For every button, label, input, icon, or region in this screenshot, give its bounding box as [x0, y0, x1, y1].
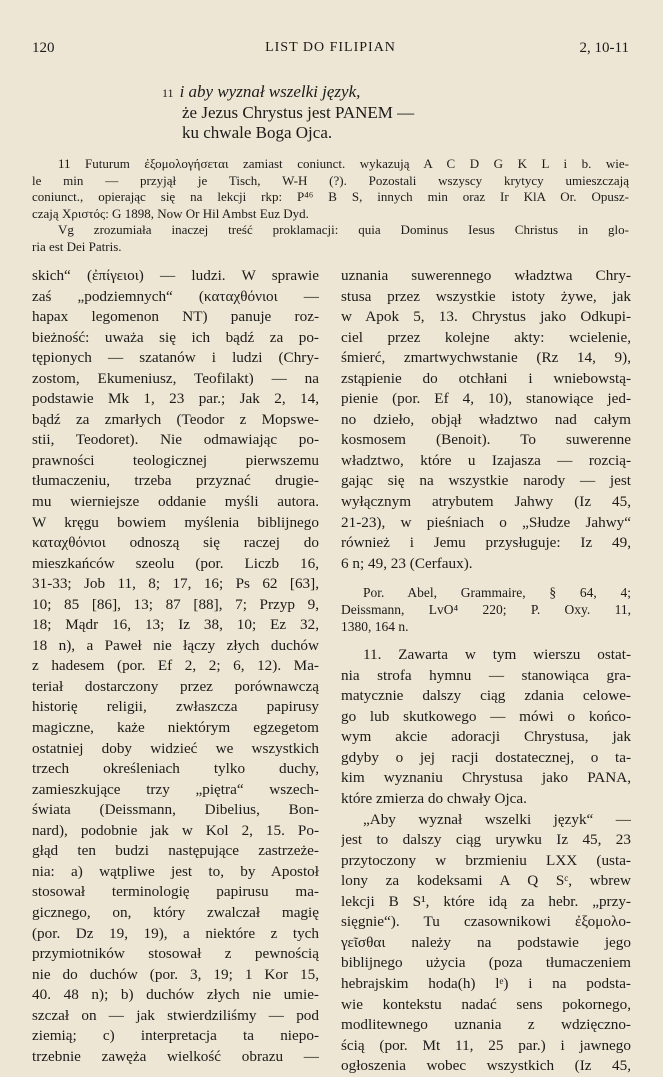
text-line: ziemią; c) interpretacja ta niepo- — [32, 1027, 319, 1045]
note-line: 11 Futurum ἐξομολογήσεται zamiast coniunct. wykazują A C D G K L i b. wie- — [58, 156, 629, 171]
text-line: pienie (por. Ef 4, 10), stanowiące jed- — [341, 390, 631, 408]
text-line: które zmierza do chwały Ojca. — [341, 790, 527, 808]
text-line: nie do duchów (por. 3, 19; 1 Kor 15, — [32, 965, 319, 983]
text-line: głąd ten budzi następujące zastrzeże- — [32, 842, 319, 860]
text-line: Por. Abel, Grammaire, § 64, 4; — [363, 585, 631, 601]
text-line: również i Jemu przysługuje: Iz 49, — [341, 534, 631, 552]
text-line: władztwo, które u Izajasza — rozcią- — [341, 451, 631, 469]
note-line: le min — przyjął je Tisch, W-H (?). Pozostali wszyscy krytycy umieszczają — [32, 172, 629, 188]
text-line: gając się na wszystkie narody — jest — [341, 472, 631, 490]
text-line: tłumaczeniu, trzeba przyznać drugie- — [32, 472, 319, 490]
text-line: zaś „podziemnych“ (καταχθόνιοι — — [32, 287, 319, 305]
text-line: biblijnego użycia (poza tłumaczeniem — [341, 954, 631, 972]
text-line: zstąpienie do otchłani i wniebowstą- — [341, 369, 631, 387]
spacer — [341, 574, 631, 584]
text-line: ścią (por. Mt 11, 25 par.) i jawnego — [341, 1036, 631, 1054]
text-line: Deissmann, LvO⁴ 220; P. Oxy. 11, — [341, 602, 631, 618]
text-line: hapax legomenon NT) panuje roz- — [32, 308, 319, 326]
text-line: wie kontekstu nadać sens pokornego, — [341, 995, 631, 1013]
textual-notes — [32, 156, 629, 256]
text-line: ostatniej doby widzieć we wszystkich — [32, 739, 319, 757]
text-line: prawności teologicznej pierwszemu — [32, 451, 319, 469]
right-column — [341, 266, 631, 1077]
verse-reference: 2, 10-11 — [579, 40, 629, 56]
text-line: stosował terminologię papirusu ma- — [32, 883, 319, 901]
verse-line: ku chwale Boga Ojca. — [182, 123, 333, 142]
text-line: 18 n), a Paweł nie łączy złych duchów — [32, 636, 319, 654]
text-line: gdyby o jej racji dostatecznej, o ta- — [341, 748, 631, 766]
text-line: trzebnie zawęża wielkość obrazu — — [32, 1047, 319, 1065]
text-line: przymiotników stosował z pewnością — [32, 945, 319, 963]
note-line: Vg zrozumiała inaczej treść proklamacji: quia Dominus Iesus Christus in glo- — [58, 222, 629, 238]
text-line: 6 n; 49, 23 (Cerfaux). — [341, 554, 473, 572]
text-line: kim wyznaniu Chrystusa jako PANA, — [341, 769, 631, 787]
verse-line: że Jezus Chrystus jest PANEM — — [182, 103, 415, 122]
text-line: bądź za zmarłych (Teodor z Mopswe- — [32, 410, 319, 428]
text-line: magiczne, każe niektórym egzegetom — [32, 719, 319, 737]
text-line: mieszkańców szeolu (por. Liczb 16, — [32, 554, 319, 572]
text-line: go lub skutkowego — mówi o końco- — [341, 707, 631, 725]
text-line: 18; Mądr 16, 13; Iz 38, 10; Ez 32, — [32, 616, 319, 634]
text-line: nia strofa hymnu — stanowiąca gra- — [341, 666, 631, 684]
text-line: skich“ (ἐπίγειοι) — ludzi. W sprawie — [32, 267, 319, 284]
body-paragraph — [341, 266, 631, 574]
scripture-verse — [162, 82, 623, 143]
text-line: nard), podobnie jak w Kol 2, 15. Po- — [32, 821, 319, 839]
left-column — [32, 266, 319, 1067]
body-paragraph — [341, 810, 631, 1077]
text-line: W kręgu bowiem myślenia biblijnego — [32, 513, 319, 531]
text-line: jest to dalszy ciąg urywku Iz 45, 23 — [341, 831, 631, 849]
text-line: uznania suwerennego władztwa Chry- — [341, 267, 631, 284]
text-line: teriał dostarczony przez porównawczą — [32, 677, 319, 695]
text-line: szczał on — jak stwierdziliśmy — pod — [32, 1006, 319, 1024]
text-line: przytoczony w brzmieniu LXX (usta- — [341, 851, 631, 869]
note-line: czają Χριστός: G 1898, Now Or Hil Ambst Euz Dyd. — [32, 205, 309, 221]
text-line: gicznego, on, który zwalczał magię — [32, 903, 319, 921]
text-line: podstawie Mk 1, 23 par.; Jak 2, 14, — [32, 390, 319, 408]
text-line: kosmosem (Benoit). To suwerenne — [341, 431, 631, 449]
bibliography-note — [341, 584, 631, 635]
body-paragraph — [341, 645, 631, 809]
verse-number: 11 — [162, 86, 174, 100]
text-line: tępionych — szatanów i ludzi (Chry- — [32, 349, 319, 367]
text-line: ciel przez kolejne akty: wcielenie, — [341, 328, 631, 346]
text-line: 21-23), w pieśniach o „Słudze Jahwy“ — [341, 513, 631, 531]
text-line: „Aby wyznał wszelki język“ — — [363, 810, 631, 828]
text-line: matycznie dalszy ciąg zdania celowe- — [341, 687, 631, 705]
text-line: śmierć, zmartwychwstanie (Rz 14, 9), — [341, 349, 631, 367]
text-line: γεῖσθαι należy na podstawie jego — [341, 933, 631, 951]
text-line: stii, Teodoret). Nie odmawiając po- — [32, 431, 319, 449]
text-line: 40. 48 n); b) duchów złych nie umie- — [32, 986, 319, 1004]
text-line: wyłącznym atrybutem Jahwy (Iz 45, — [341, 493, 631, 511]
text-line: mu wierniejsze oddanie myśli autora. — [32, 493, 319, 511]
page-number: 120 — [32, 40, 55, 56]
spacer — [341, 635, 631, 645]
text-line: wym akcie adoracji Chrystusa, jak — [341, 728, 631, 746]
text-line: stusa przez wszystkie istoty żywe, jak — [341, 287, 631, 305]
verse-line: i aby wyznał wszelki język, — [179, 82, 361, 101]
text-line: no dzieło, objął władztwo nad całym — [341, 410, 631, 428]
text-line: świata (Deissmann, Dibelius, Bon- — [32, 801, 319, 819]
text-line: zamieszkujące trzy „piętra“ wszech- — [32, 780, 319, 798]
text-line: sięgnie“). Tu czasownikowi ἐξομολο- — [341, 913, 631, 931]
text-line: modlitewnego uznania z wdzięczno- — [341, 1016, 631, 1034]
note-line: coniunct., opierając się na lekcji rkp: P⁴⁶ B S, innych min oraz Ir KlA Or. Opusz- — [32, 189, 629, 205]
text-line: 31-33; Job 11, 8; 17, 16; Ps 62 [63], — [32, 575, 319, 593]
text-line: lony za kodeksami A Q Sᶜ, wbrew — [341, 872, 631, 890]
text-line: trzech określeniach tylko duchy, — [32, 760, 319, 778]
text-line: nia: a) wątpliwe jest to, by Apostoł — [32, 862, 319, 880]
text-line: zostom, Ekumeniusz, Teofilakt) — na — [32, 369, 319, 387]
text-line: z hadesem (por. Ef 2, 2; 6, 12). Ma- — [32, 657, 319, 675]
text-line: 10; 85 [86], 13; 87 [88], 7; Przyp 9, — [32, 595, 319, 613]
text-line: 1380, 164 n. — [341, 619, 409, 635]
text-line: bieżność: uważa się ich bądź za po- — [32, 328, 319, 346]
running-header — [32, 40, 629, 64]
text-line: historię religii, zwłaszcza papirusy — [32, 698, 319, 716]
text-line: (por. Dz 19, 19), a niektóre z tych — [32, 924, 319, 942]
text-line: καταχθόνιοι odnoszą się raczej do — [32, 534, 319, 552]
text-line: lekcji B S¹, które idą za hebr. „przy- — [341, 892, 631, 910]
running-title: LIST DO FILIPIAN — [265, 40, 396, 55]
text-line: ogłoszenia wobec wszystkich (Iz 45, — [341, 1057, 631, 1075]
body-paragraph — [32, 266, 319, 1067]
text-line: w Apok 5, 13. Chrystus jako Odkupi- — [341, 308, 631, 326]
text-line: 11. Zawarta w tym wierszu ostat- — [363, 646, 631, 664]
note-line: ria est Dei Patris. — [32, 238, 122, 254]
text-line: hebrajskim hoda(h) lᵉ) i na podsta- — [341, 974, 631, 992]
